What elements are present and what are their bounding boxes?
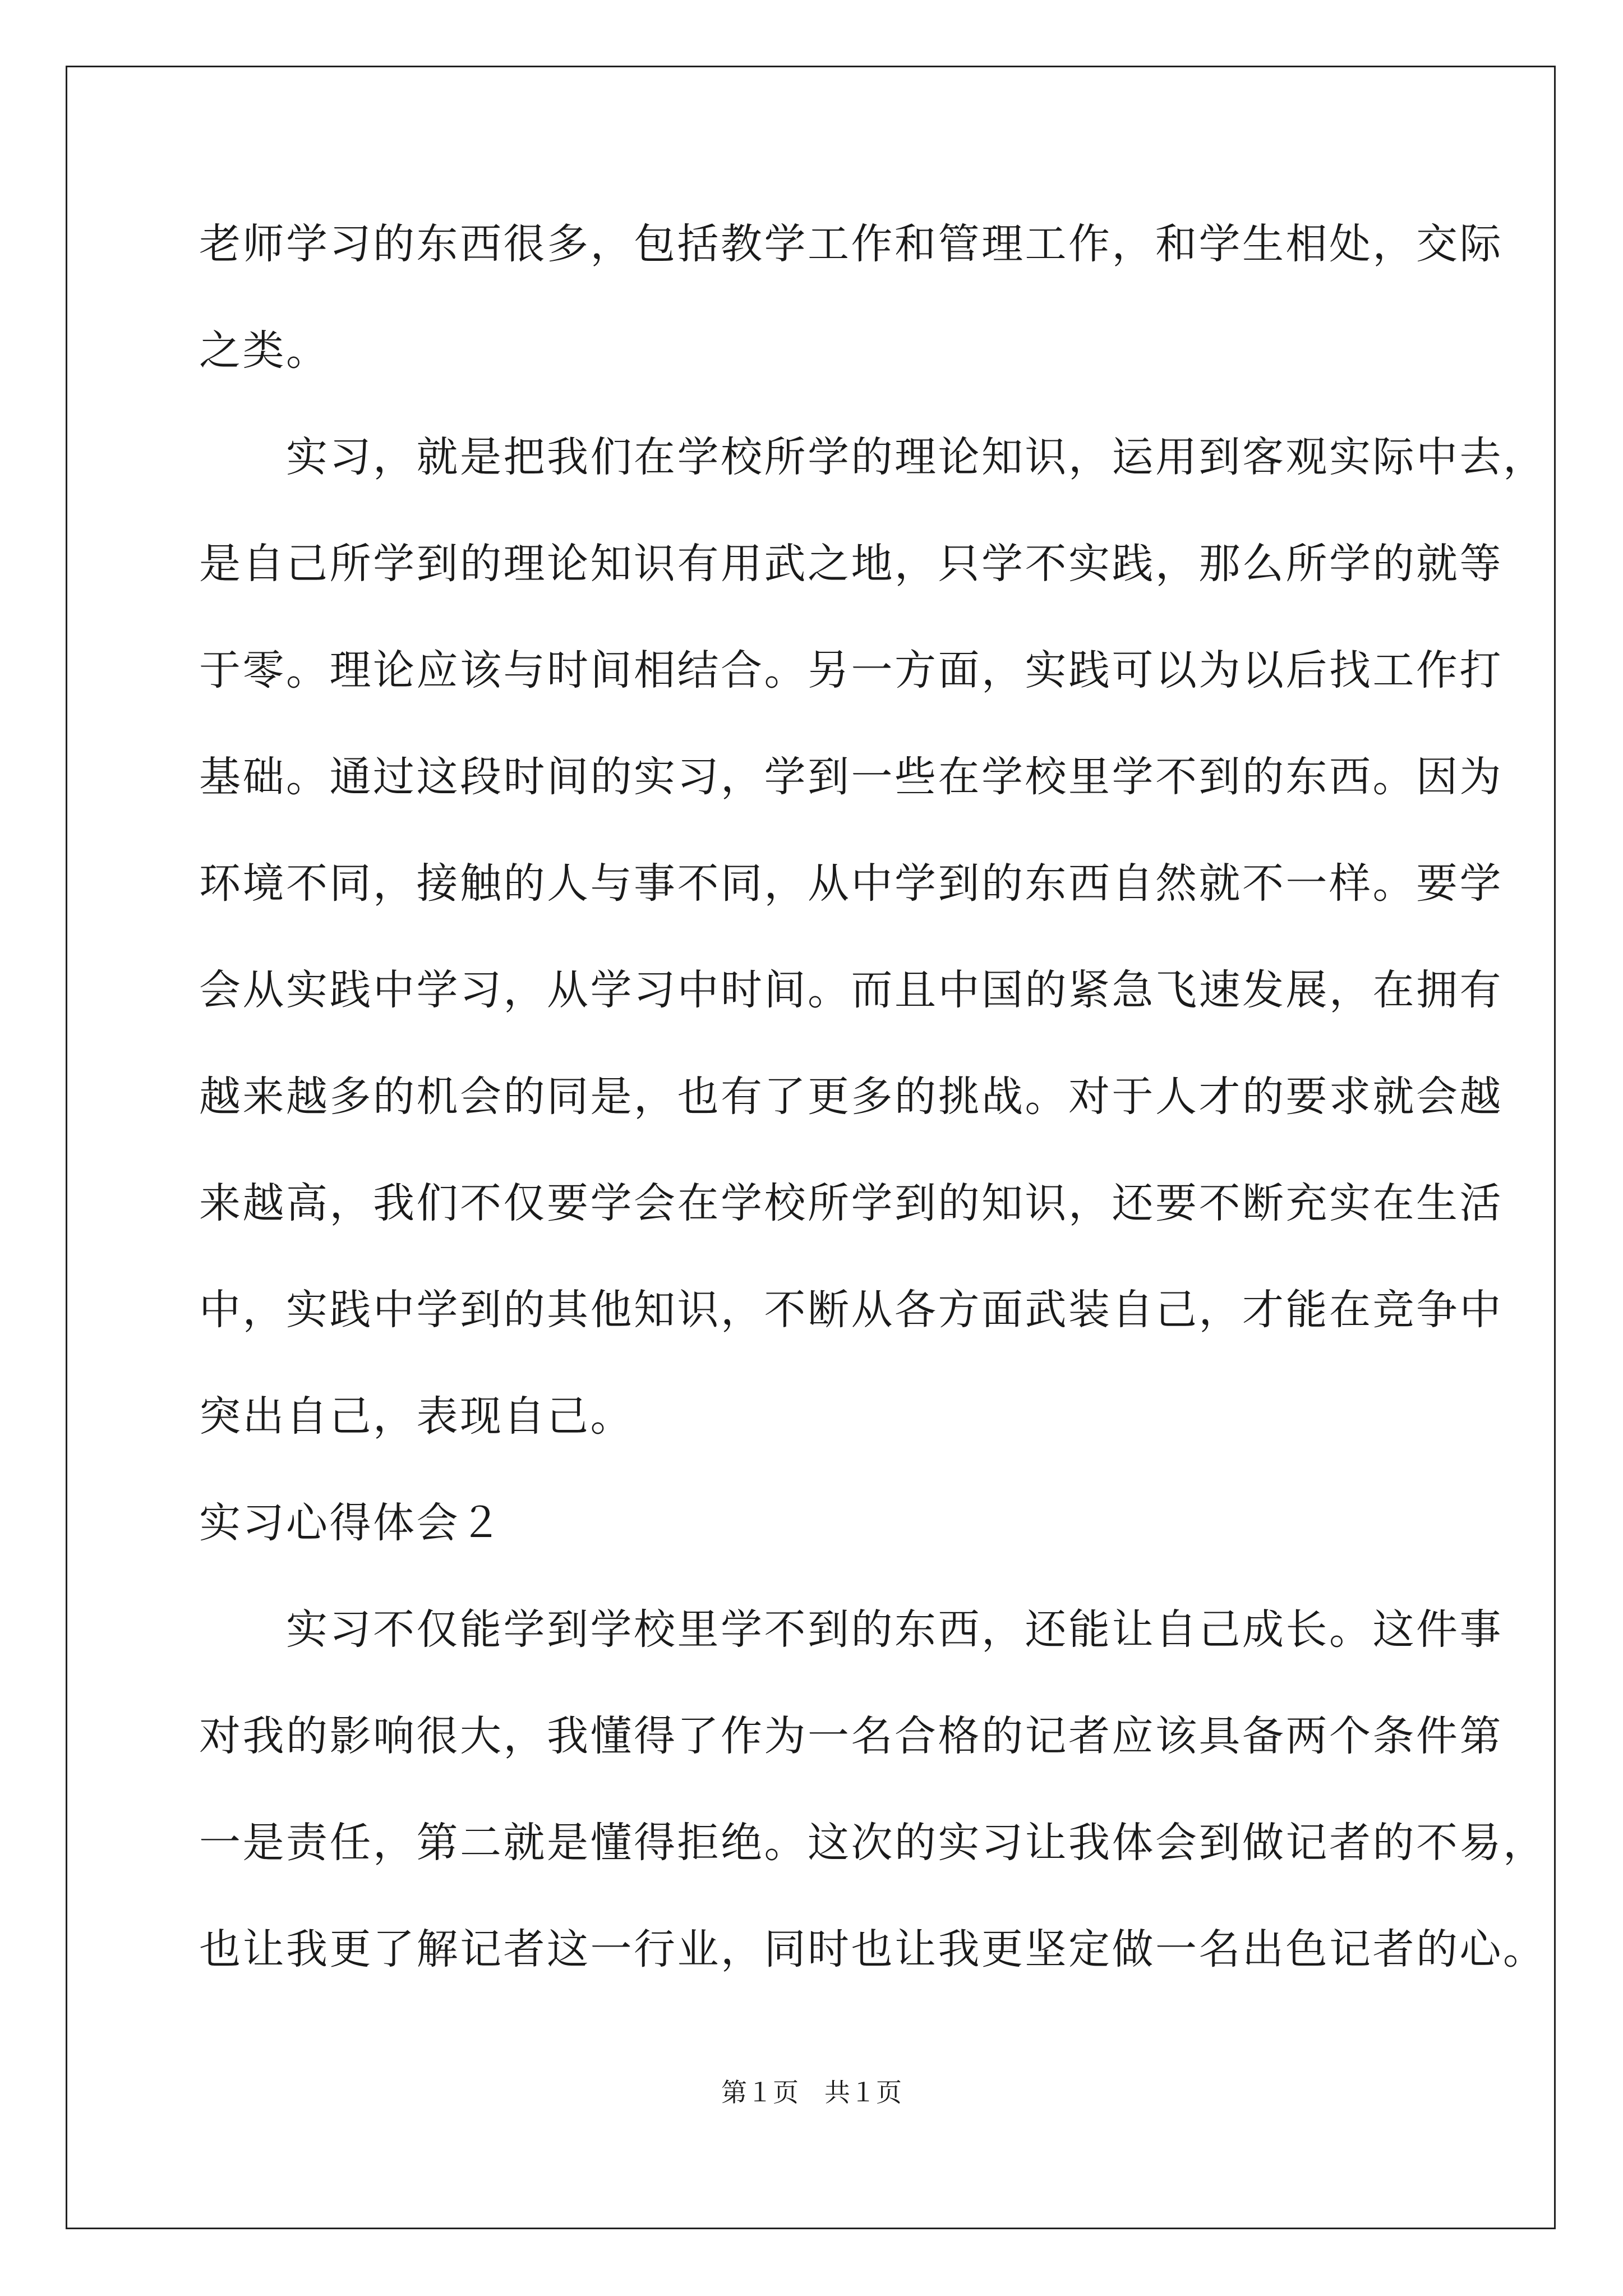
document-body: [199, 191, 1547, 2003]
section-heading: 实习心得体会２: [199, 1499, 504, 1547]
text-line: 是自己所学到的理论知识有用武之地，只学不实践，那么所学的就等: [199, 540, 1503, 588]
text-line: 实习，就是把我们在学校所学的理论知识，运用到客观实际中去，: [199, 433, 1547, 481]
text-line: 基础。通过这段时间的实习，学到一些在学校里学不到的东西。因为: [199, 753, 1503, 801]
page-footer: 第１页 共１页: [721, 2077, 902, 2108]
text-line: 老师学习的东西很多，包括教学工作和管理工作，和学生相处，交际: [199, 220, 1503, 268]
text-line: 越来越多的机会的同是，也有了更多的挑战。对于人才的要求就会越: [199, 1073, 1503, 1121]
text-line: 于零。理论应该与时间相结合。另一方面，实践可以为以后找工作打: [199, 646, 1503, 694]
text-line: 实习不仅能学到学校里学不到的东西，还能让自己成长。这件事: [199, 1605, 1503, 1654]
text-line: 一是责任，第二就是懂得拒绝。这次的实习让我体会到做记者的不易，: [199, 1819, 1547, 1867]
text-line: 环境不同，接触的人与事不同，从中学到的东西自然就不一样。要学: [199, 859, 1503, 908]
text-line: 之类。: [199, 326, 330, 375]
text-line: 会从实践中学习，从学习中时间。而且中国的紧急飞速发展，在拥有: [199, 966, 1503, 1014]
text-line: 突出自己，表现自己。: [199, 1392, 634, 1441]
text-line: 来越高，我们不仅要学会在学校所学到的知识，还要不断充实在生活: [199, 1179, 1503, 1227]
text-line: 也让我更了解记者这一行业，同时也让我更坚定做一名出色记者的心。: [199, 1925, 1547, 1973]
text-line: 中，实践中学到的其他知识，不断从各方面武装自己，才能在竞争中: [199, 1286, 1503, 1334]
text-line: 对我的影响很大，我懂得了作为一名合格的记者应该具备两个条件第: [199, 1712, 1503, 1760]
